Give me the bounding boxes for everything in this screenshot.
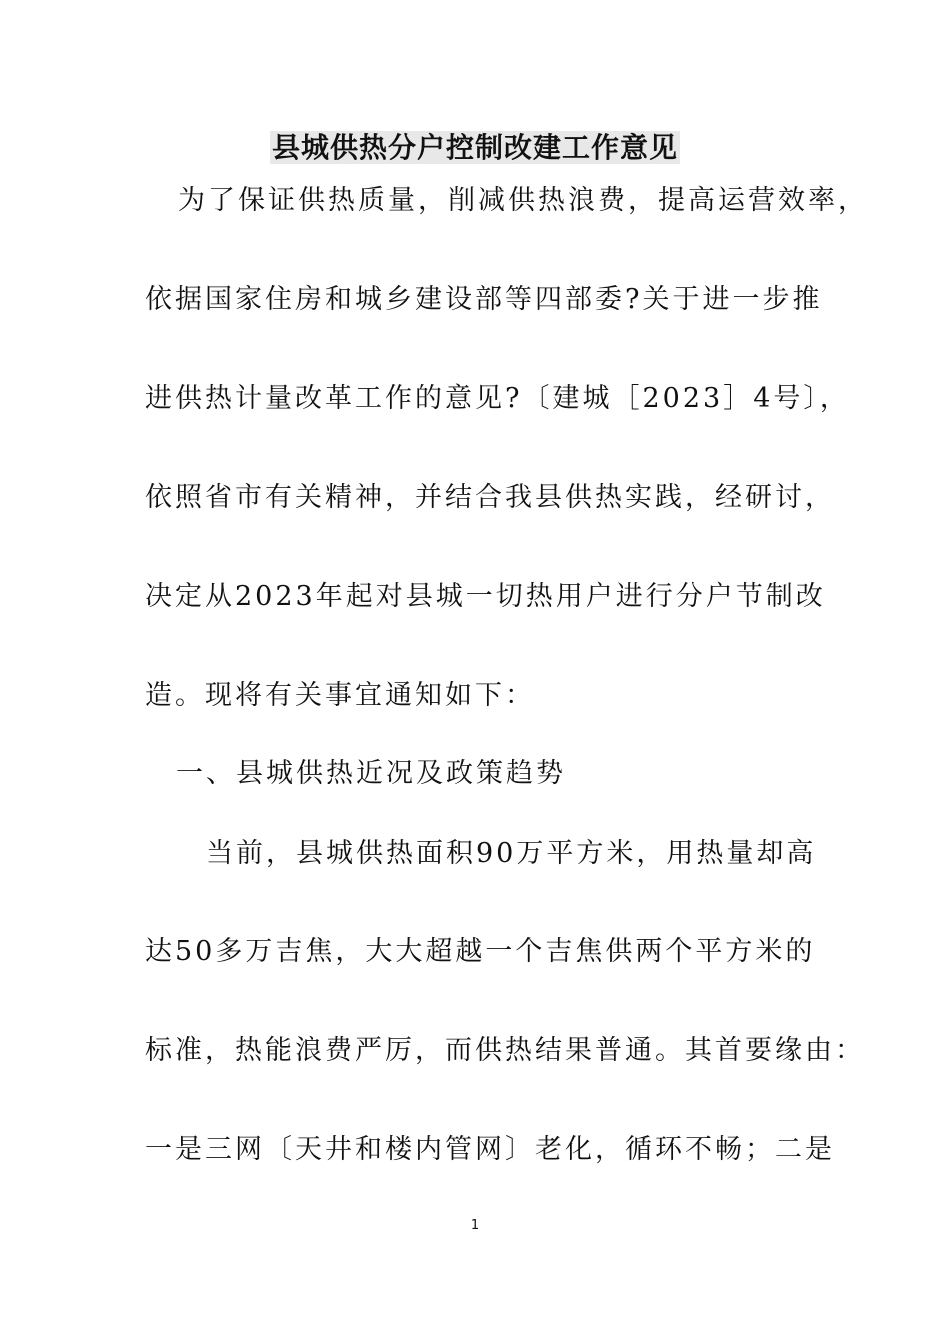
- document-title-text: 县城供热分户控制改建工作意见: [271, 131, 678, 164]
- document-title: [0, 128, 950, 168]
- paragraph-line: 决定从2023年起对县城一切热用户进行分户节制改: [145, 581, 826, 612]
- paragraph-line: 造。现将有关事宜通知如下：: [145, 680, 535, 711]
- paragraph-line: 依照省市有关精神，并结合我县供热实践，经研讨，: [145, 482, 835, 513]
- paragraph-line: 一是三网〔天井和楼内管网〕老化，循环不畅；二是: [145, 1134, 835, 1165]
- page-number: 1: [470, 1218, 480, 1233]
- section-heading: 一、县城供热近况及政策趋势: [176, 758, 566, 789]
- paragraph-line: 当前，县城供热面积90万平方米，用热量却高: [206, 838, 817, 869]
- paragraph-line: 达50多万吉焦，大大超越一个吉焦供两个平方米的: [145, 936, 816, 967]
- paragraph-line: 依据国家住房和城乡建设部等四部委?关于进一步推: [145, 284, 823, 315]
- paragraph-line: 为了保证供热质量，削减供热浪费，提高运营效率，: [178, 185, 868, 216]
- paragraph-line: 进供热计量改革工作的意见?〔建城［2023］4号〕，: [145, 383, 850, 414]
- paragraph-line: 标准，热能浪费严厉，而供热结果普通。其首要缘由：: [145, 1035, 865, 1066]
